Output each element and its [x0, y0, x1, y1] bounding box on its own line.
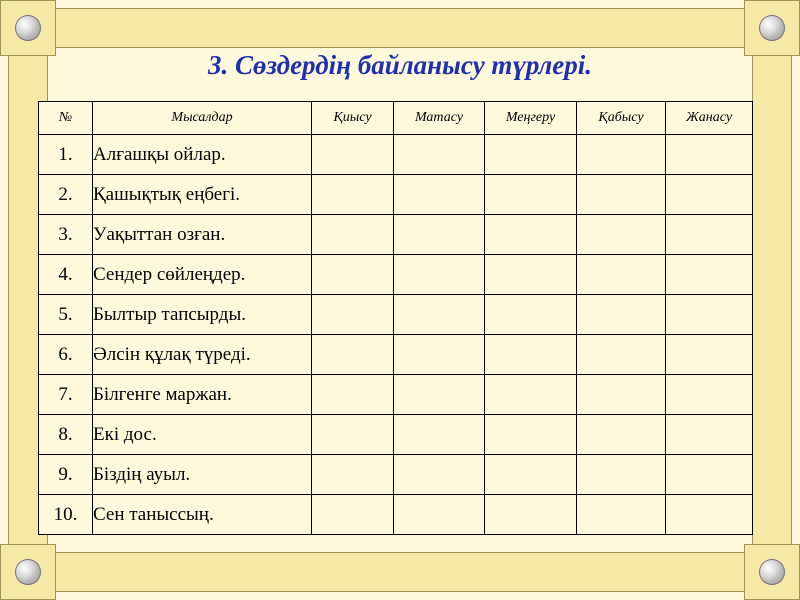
row-number: 5. — [39, 295, 93, 335]
table-row — [39, 335, 753, 375]
answer-cell[interactable] — [485, 335, 577, 375]
answer-cell[interactable] — [666, 455, 753, 495]
knob-icon — [759, 559, 785, 585]
word-connection-table — [38, 101, 753, 535]
answer-cell[interactable] — [485, 135, 577, 175]
row-example: Білгенге маржан. — [93, 375, 312, 415]
answer-cell[interactable] — [394, 495, 485, 535]
answer-cell[interactable] — [577, 335, 666, 375]
header-number: № — [39, 102, 93, 135]
answer-cell[interactable] — [666, 135, 753, 175]
header-examples: Мысалдар — [93, 102, 312, 135]
row-example: Алғашқы ойлар. — [93, 135, 312, 175]
header-matasu: Матасу — [394, 102, 485, 135]
row-example: Әлсін құлақ түреді. — [93, 335, 312, 375]
table-row — [39, 215, 753, 255]
row-example: Сен таныссың. — [93, 495, 312, 535]
answer-cell[interactable] — [312, 255, 394, 295]
frame-corner-top-right — [744, 0, 800, 56]
answer-cell[interactable] — [577, 175, 666, 215]
header-mengeru: Меңгеру — [485, 102, 577, 135]
answer-cell[interactable] — [312, 495, 394, 535]
table-row — [39, 175, 753, 215]
table-row — [39, 295, 753, 335]
answer-cell[interactable] — [312, 375, 394, 415]
answer-cell[interactable] — [394, 295, 485, 335]
header-kiysu: Қиысу — [312, 102, 394, 135]
frame-right-bar — [752, 0, 792, 600]
answer-cell[interactable] — [666, 415, 753, 455]
answer-cell[interactable] — [485, 495, 577, 535]
answer-cell[interactable] — [394, 375, 485, 415]
table-row — [39, 135, 753, 175]
answer-cell[interactable] — [312, 335, 394, 375]
answer-cell[interactable] — [666, 215, 753, 255]
frame-corner-top-left — [0, 0, 56, 56]
row-example: Біздің ауыл. — [93, 455, 312, 495]
answer-cell[interactable] — [577, 375, 666, 415]
answer-cell[interactable] — [485, 415, 577, 455]
table-row — [39, 495, 753, 535]
answer-cell[interactable] — [312, 215, 394, 255]
answer-cell[interactable] — [312, 175, 394, 215]
row-number: 10. — [39, 495, 93, 535]
knob-icon — [759, 15, 785, 41]
knob-icon — [15, 559, 41, 585]
answer-cell[interactable] — [577, 255, 666, 295]
knob-icon — [15, 15, 41, 41]
answer-cell[interactable] — [577, 455, 666, 495]
row-number: 7. — [39, 375, 93, 415]
frame-top-bar — [0, 8, 800, 48]
row-number: 2. — [39, 175, 93, 215]
answer-cell[interactable] — [394, 255, 485, 295]
row-example: Сендер сөйлеңдер. — [93, 255, 312, 295]
row-example: Екі дос. — [93, 415, 312, 455]
header-zhanasu: Жанасу — [666, 102, 753, 135]
answer-cell[interactable] — [312, 455, 394, 495]
row-number: 9. — [39, 455, 93, 495]
answer-cell[interactable] — [312, 295, 394, 335]
row-number: 8. — [39, 415, 93, 455]
frame-corner-bottom-right — [744, 544, 800, 600]
answer-cell[interactable] — [485, 175, 577, 215]
frame-corner-bottom-left — [0, 544, 56, 600]
table-row — [39, 455, 753, 495]
frame-bottom-bar — [0, 552, 800, 592]
answer-cell[interactable] — [394, 415, 485, 455]
answer-cell[interactable] — [666, 295, 753, 335]
table-row — [39, 375, 753, 415]
answer-cell[interactable] — [394, 215, 485, 255]
answer-cell[interactable] — [312, 415, 394, 455]
answer-cell[interactable] — [394, 135, 485, 175]
answer-cell[interactable] — [485, 295, 577, 335]
answer-cell[interactable] — [577, 135, 666, 175]
row-number: 4. — [39, 255, 93, 295]
answer-cell[interactable] — [577, 415, 666, 455]
row-number: 6. — [39, 335, 93, 375]
answer-cell[interactable] — [312, 135, 394, 175]
answer-cell[interactable] — [577, 295, 666, 335]
table-row — [39, 415, 753, 455]
answer-cell[interactable] — [485, 375, 577, 415]
answer-cell[interactable] — [577, 215, 666, 255]
row-number: 3. — [39, 215, 93, 255]
answer-cell[interactable] — [666, 335, 753, 375]
answer-cell[interactable] — [394, 175, 485, 215]
answer-cell[interactable] — [666, 495, 753, 535]
row-number: 1. — [39, 135, 93, 175]
row-example: Уақыттан озған. — [93, 215, 312, 255]
answer-cell[interactable] — [666, 375, 753, 415]
answer-cell[interactable] — [577, 495, 666, 535]
page-title: 3. Сөздердің байланысу түрлері. — [207, 50, 592, 80]
answer-cell[interactable] — [485, 215, 577, 255]
answer-cell[interactable] — [666, 175, 753, 215]
row-example: Қашықтық еңбегі. — [93, 175, 312, 215]
answer-cell[interactable] — [394, 455, 485, 495]
answer-cell[interactable] — [666, 255, 753, 295]
answer-cell[interactable] — [485, 455, 577, 495]
header-kabysu: Қабысу — [577, 102, 666, 135]
table-row — [39, 255, 753, 295]
answer-cell[interactable] — [485, 255, 577, 295]
row-example: Былтыр тапсырды. — [93, 295, 312, 335]
answer-cell[interactable] — [394, 335, 485, 375]
table-header-row — [39, 102, 753, 135]
